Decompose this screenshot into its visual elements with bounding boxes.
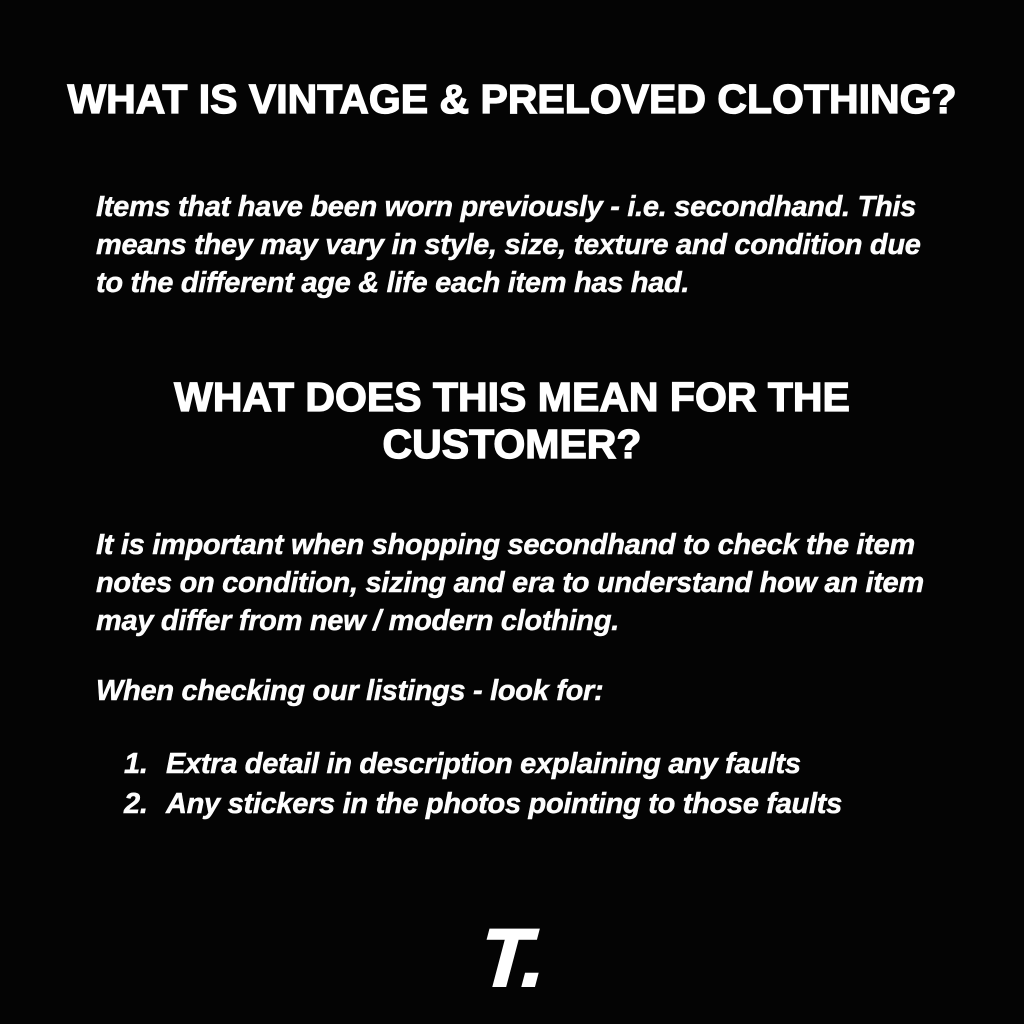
checklist [124, 744, 924, 824]
checklist-item-1-number: 1. [124, 748, 148, 780]
main-heading: WHAT IS VINTAGE & PRELOVED CLOTHING? [67, 76, 957, 122]
checklist-item-2-text: Any stickers in the photos pointing to those faults [166, 788, 842, 820]
intro-paragraph: Items that have been worn previously - i.e. secondhand. This means they may vary in style, size, texture and condition due to the different age & life each item has had. [96, 191, 921, 299]
checklist-item-2-number: 2. [124, 788, 148, 820]
checklist-intro: When checking our listings - look for: [96, 675, 604, 707]
checklist-item-2 [124, 784, 924, 824]
checklist-item-1-text: Extra detail in description explaining any faults [166, 748, 801, 780]
checklist-item-1 [124, 744, 924, 784]
customer-paragraph: It is important when shopping secondhand to check the item notes on condition, sizing and era to understand how an item may differ from new / modern clothing. [96, 529, 924, 637]
customer-heading: WHAT DOES THIS MEAN FOR THE CUSTOMER? [174, 374, 850, 467]
brand-logo: T. [477, 913, 547, 1004]
